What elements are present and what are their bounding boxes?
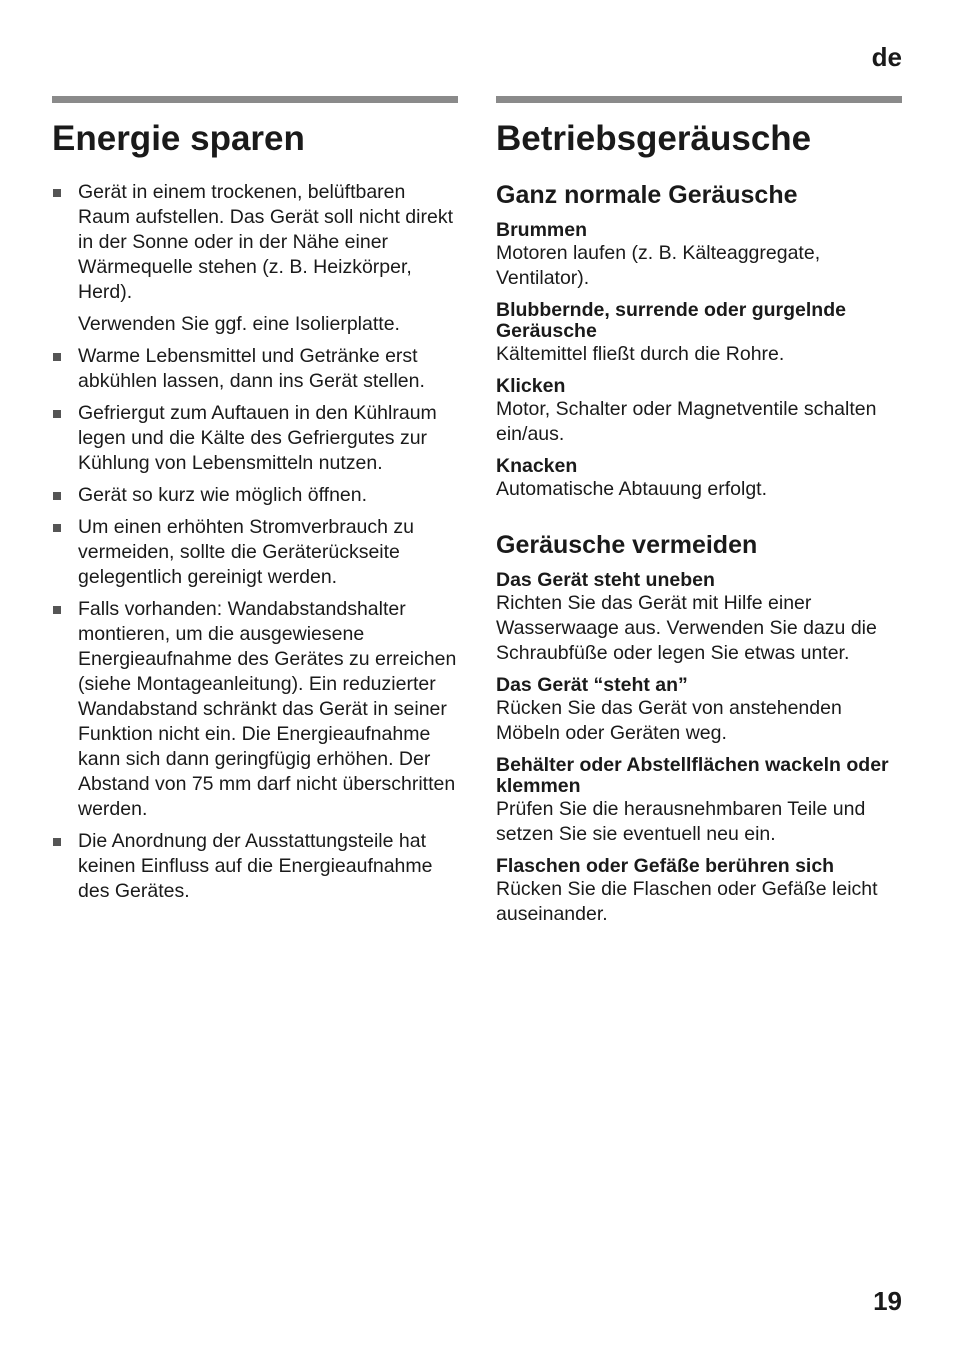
noise-entry bbox=[496, 300, 902, 367]
square-bullet-icon bbox=[53, 606, 61, 614]
list-item-text: Um einen erhöhten Stromverbrauch zu vermeiden, sollte die Geräterückseite gelegentlich gereinigt werden. bbox=[78, 516, 415, 588]
list-item-text: Gerät so kurz wie möglich öffnen. bbox=[78, 484, 368, 506]
energy-tips-list bbox=[52, 180, 458, 904]
list-item bbox=[52, 829, 458, 904]
noise-entry bbox=[496, 220, 902, 291]
list-item bbox=[52, 515, 458, 590]
language-tag: de bbox=[871, 42, 902, 72]
noise-entry bbox=[496, 456, 902, 502]
noise-term: Behälter oder Abstellflächen wackeln oder klemmen bbox=[496, 754, 889, 797]
operating-noises-title: Betriebsgeräusche bbox=[496, 119, 812, 158]
noise-term: Brummen bbox=[496, 219, 588, 241]
list-item-text: Falls vorhanden: Wandabstandshalter montieren, um die ausgewiesene Energieaufnahme des Gerätes zu erreichen (siehe Montageanleitung). Ein reduzierter Wandabstand schränkt das Gerät in seiner Funktion nicht ein. Die Energieaufnahme kann sich dann geringfügig erhöhen. Der Abstand von 75 mm darf nicht überschritten werden. bbox=[78, 598, 457, 820]
noise-description: Motoren laufen (z. B. Kälteaggregate, Ventilator). bbox=[496, 242, 821, 289]
avoid-noises-heading: Geräusche vermeiden bbox=[496, 531, 758, 559]
list-item-text: Die Anordnung der Ausstattungsteile hat keinen Einfluss auf die Energieaufnahme des Gerätes. bbox=[78, 830, 433, 902]
noise-description: Richten Sie das Gerät mit Hilfe einer Wasserwaage aus. Verwenden Sie dazu die Schraubfüße oder legen Sie etwas unter. bbox=[496, 592, 877, 664]
list-item-text: Warme Lebensmittel und Getränke erst abkühlen lassen, dann ins Gerät stellen. bbox=[78, 345, 425, 392]
square-bullet-icon bbox=[53, 492, 61, 500]
noise-term: Klicken bbox=[496, 375, 566, 397]
noise-description: Kältemittel fließt durch die Rohre. bbox=[496, 343, 785, 365]
noise-entry bbox=[496, 570, 902, 666]
section-rule bbox=[496, 96, 902, 103]
list-item bbox=[52, 483, 458, 508]
noise-description: Motor, Schalter oder Magnetventile schalten ein/aus. bbox=[496, 398, 877, 445]
list-item-text: Gerät in einem trockenen, belüftbaren Raum aufstellen. Das Gerät soll nicht direkt in der Sonne oder in der Nähe einer Wärmequelle stehen (z. B. Heizkörper, Herd). bbox=[78, 181, 453, 303]
list-item bbox=[52, 401, 458, 476]
section-rule bbox=[52, 96, 458, 103]
list-item-text: Gefriergut zum Auftauen in den Kühlraum legen und die Kälte des Gefriergutes zur Kühlung von Lebensmitteln nutzen. bbox=[78, 402, 437, 474]
operating-noises-column bbox=[496, 96, 902, 936]
energy-saving-title: Energie sparen bbox=[52, 119, 305, 158]
energy-saving-column bbox=[52, 96, 458, 911]
noise-term: Das Gerät steht uneben bbox=[496, 569, 715, 591]
square-bullet-icon bbox=[53, 189, 61, 197]
avoid-noises-section bbox=[496, 530, 902, 927]
normal-noises-heading: Ganz normale Geräusche bbox=[496, 181, 798, 209]
noise-entry bbox=[496, 376, 902, 447]
noise-term: Das Gerät “steht an” bbox=[496, 674, 688, 696]
page-number: 19 bbox=[873, 1286, 902, 1316]
square-bullet-icon bbox=[53, 410, 61, 418]
noise-description: Prüfen Sie die herausnehmbaren Teile und setzen Sie sie eventuell neu ein. bbox=[496, 798, 866, 845]
noise-entry bbox=[496, 856, 902, 927]
noise-description: Rücken Sie die Flaschen oder Gefäße leicht auseinander. bbox=[496, 878, 878, 925]
noise-term: Blubbernde, surrende oder gurgelnde Geräusche bbox=[496, 299, 846, 342]
noise-term: Knacken bbox=[496, 455, 578, 477]
list-item bbox=[52, 597, 458, 822]
square-bullet-icon bbox=[53, 353, 61, 361]
noise-term: Flaschen oder Gefäße berühren sich bbox=[496, 855, 835, 877]
noise-description: Automatische Abtauung erfolgt. bbox=[496, 478, 768, 500]
list-item-note: Verwenden Sie ggf. eine Isolierplatte. bbox=[78, 313, 400, 335]
list-item bbox=[52, 344, 458, 394]
noise-entry bbox=[496, 675, 902, 746]
square-bullet-icon bbox=[53, 524, 61, 532]
normal-noises-section bbox=[496, 180, 902, 502]
noise-description: Rücken Sie das Gerät von anstehenden Möbeln oder Geräten weg. bbox=[496, 697, 842, 744]
noise-entry bbox=[496, 755, 902, 847]
square-bullet-icon bbox=[53, 838, 61, 846]
list-item bbox=[52, 180, 458, 337]
